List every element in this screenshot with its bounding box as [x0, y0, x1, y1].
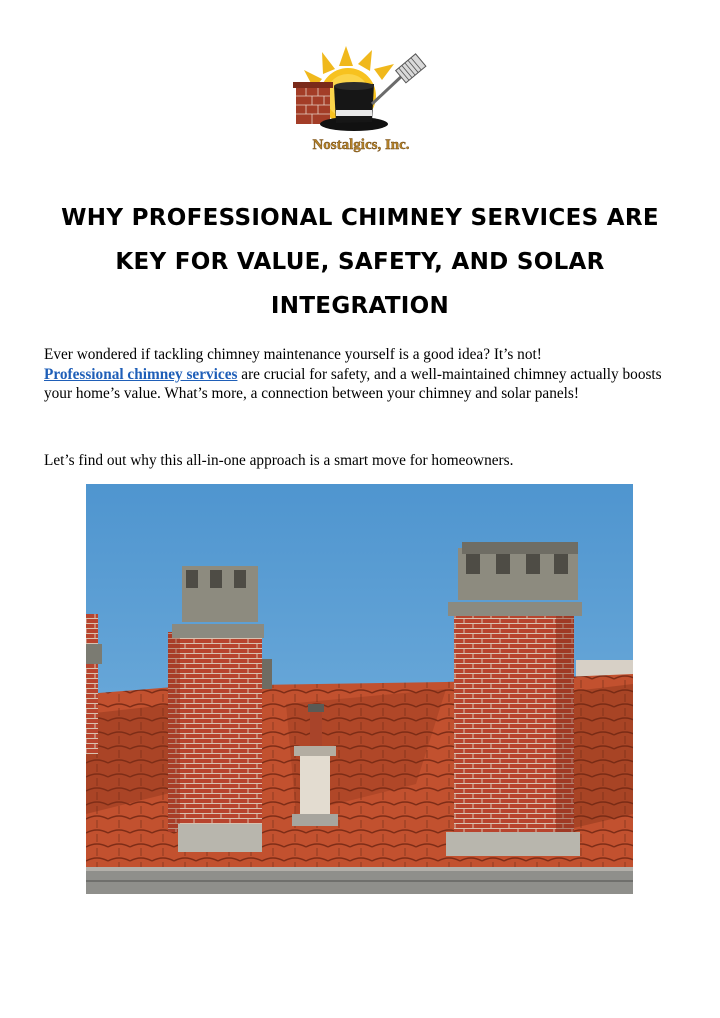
brick-chimney-icon — [293, 82, 333, 124]
logo-text: Nostalgics, Inc. — [312, 137, 410, 153]
page-title — [30, 196, 690, 328]
title-line: KEY FOR VALUE, SAFETY, AND SOLAR — [115, 249, 605, 275]
intro-text: Ever wondered if tackling chimney maintenance yourself is a good idea? It’s not! — [44, 346, 542, 363]
chimney-rooftop-photo — [86, 484, 633, 894]
title-line: WHY PROFESSIONAL CHIMNEY SERVICES ARE — [61, 205, 659, 231]
title-line: INTEGRATION — [270, 293, 450, 319]
professional-chimney-services-link[interactable]: Professional chimney services — [44, 365, 238, 383]
intro-paragraph — [44, 345, 674, 404]
company-logo — [286, 44, 436, 156]
body-paragraph: Let’s find out why this all-in-one approach is a smart move for homeowners. — [44, 452, 514, 469]
intro-text-continued: are crucial for safety, and a well-maintained chimney actually boosts your home’s value. What’s more, a connection between your chimney and solar panels! — [44, 365, 662, 402]
chimney-brush-icon — [372, 54, 426, 104]
